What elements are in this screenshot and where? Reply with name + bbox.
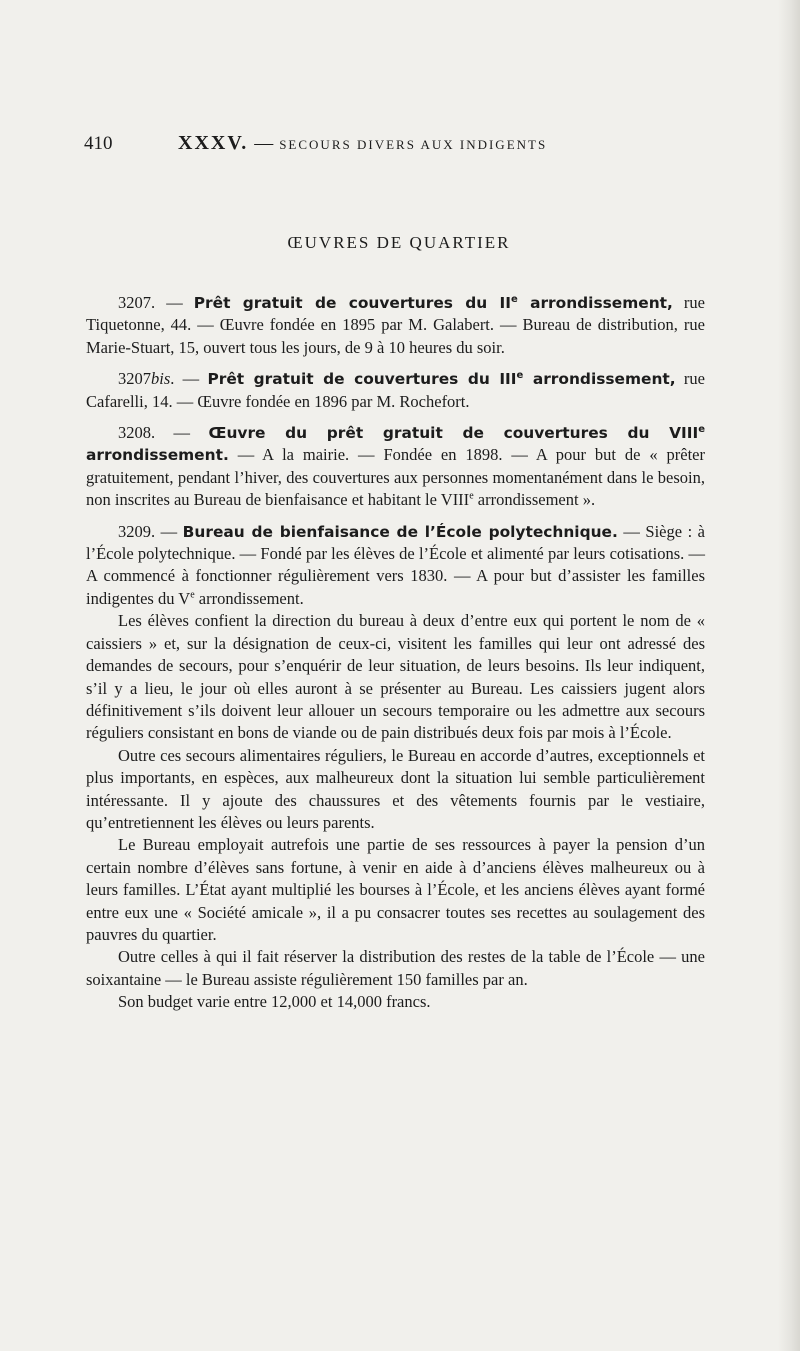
entry-3208	[86, 422, 705, 512]
ordinal-superscript: e	[516, 370, 524, 382]
page-body	[86, 292, 705, 1014]
paragraph: Le Bureau employait autrefois une partie de ses ressources à payer la pension d’un certain nombre d’élèves sans fortune, à venir en aide à d’anciens élèves malheureux ou à leurs familles. L’État ayant multiplié les bourses à l’École, et les anciens élèves ayant formé entre eux une « Société amicale », il a pu consacrer toutes ses recettes au soulagement des pauvres du quartier.	[86, 835, 705, 944]
entry-3209	[86, 521, 705, 611]
entry-separator: —	[155, 521, 183, 541]
entry-separator: —	[155, 293, 194, 312]
entry-title-text: arrondissement,	[517, 294, 673, 312]
ordinal-superscript: e	[190, 589, 195, 601]
entry-title	[207, 370, 675, 388]
entry-body: arrondissement ».	[473, 490, 596, 510]
running-head	[84, 128, 714, 158]
entry-3207-bis	[86, 368, 705, 413]
entry-body: rue Cafarelli, 14. — Œuvre fondée en 1896 par M. Rochefort.	[86, 369, 705, 411]
entry-body: rue Tiquetonne, 44. — Œuvre fondée en 1895 par M. Galabert. — Bureau de distribution, rue Marie-Stuart, 15, ouvert tous les jours, de 9 à 10 heures du soir.	[86, 293, 705, 357]
entry-separator: —	[155, 423, 209, 443]
entry-separator: . —	[170, 369, 208, 389]
entry-title-text: Œuvre du prêt gratuit de couvertures du VIII	[208, 424, 699, 443]
paragraph: Outre ces secours alimentaires réguliers, le Bureau en accorde d’autres, exceptionnels et plus importants, en espèces, aux malheureux dont la situation lui semble particulièrement intéressante. Il y ajoute des chaussures et des vêtements fournis par le vestiaire, qu’entretiennent les élèves ou leurs parents.	[86, 745, 705, 832]
entry-title-text: arrondissement.	[86, 446, 229, 465]
entry-title-text: Prêt gratuit de couvertures du III	[207, 370, 517, 389]
entry-title: Bureau de bienfaisance de l’École polytechnique.	[182, 522, 618, 541]
paragraph: Son budget varie entre 12,000 et 14,000 francs.	[118, 992, 431, 1012]
chapter-number: XXXV.	[178, 132, 249, 154]
paragraph: Outre celles à qui il fait réserver la distribution des restes de la table de l’École — une soixantaine — le Bureau assiste régulièrement 150 familles par an.	[86, 947, 705, 989]
page-number: 410	[84, 133, 113, 154]
entry-body: — A la mairie. — Fondée en 1898. — A pour but de « prêter gratuitement, pendant l’hiver, des couvertures aux personnes momentanément dans le besoin, non inscrites au Bureau de bienfaisance et habitant le VIII	[86, 445, 705, 510]
paragraph: Les élèves confient la direction du bureau à deux d’entre eux qui portent le nom de « caissiers » et, sur la désignation de ceux-ci, visitent les familles qui leur ont adressé des demandes de secours, pour s’enquérir de leur situation, de leurs besoins. Ils leur indiquent, s’il y a lieu, le jour où elles auront à se présenter au Bureau. Les caissiers jugent alors définitivement s’ils doivent leur allouer un secours temporaire ou les admettre aux secours réguliers consistant en bons de viande ou de pain distribués deux fois par mois à l’École.	[86, 611, 705, 743]
entry-number: 3208.	[118, 423, 156, 443]
entry-number-suffix: bis	[151, 369, 171, 389]
ordinal-superscript: e	[698, 423, 705, 435]
entry-title-text: arrondissement,	[523, 370, 676, 389]
entry-number: 3209.	[118, 521, 156, 541]
entry-title	[194, 294, 673, 312]
entry-number: 3207	[118, 369, 151, 389]
entry-3207	[86, 292, 705, 359]
entry-body: — Siège : à l’École polytechnique. — Fondé par les élèves de l’École et alimenté par leurs cotisations. — A commencé à fonctionner régulièrement vers 1830. — A pour but d’assister les familles indigentes du V	[86, 521, 705, 608]
ordinal-superscript: e	[510, 293, 518, 305]
ordinal-superscript: e	[469, 490, 474, 502]
entry-number: 3207.	[118, 293, 156, 312]
chapter-title: SECOURS DIVERS AUX INDIGENTS	[279, 137, 548, 152]
page-edge-shadow	[778, 0, 800, 1351]
section-title: ŒUVRES DE QUARTIER	[287, 233, 511, 252]
header-dash: —	[254, 133, 274, 154]
entry-title-text: Prêt gratuit de couvertures du II	[193, 294, 511, 312]
entry-body: arrondissement.	[194, 588, 304, 608]
